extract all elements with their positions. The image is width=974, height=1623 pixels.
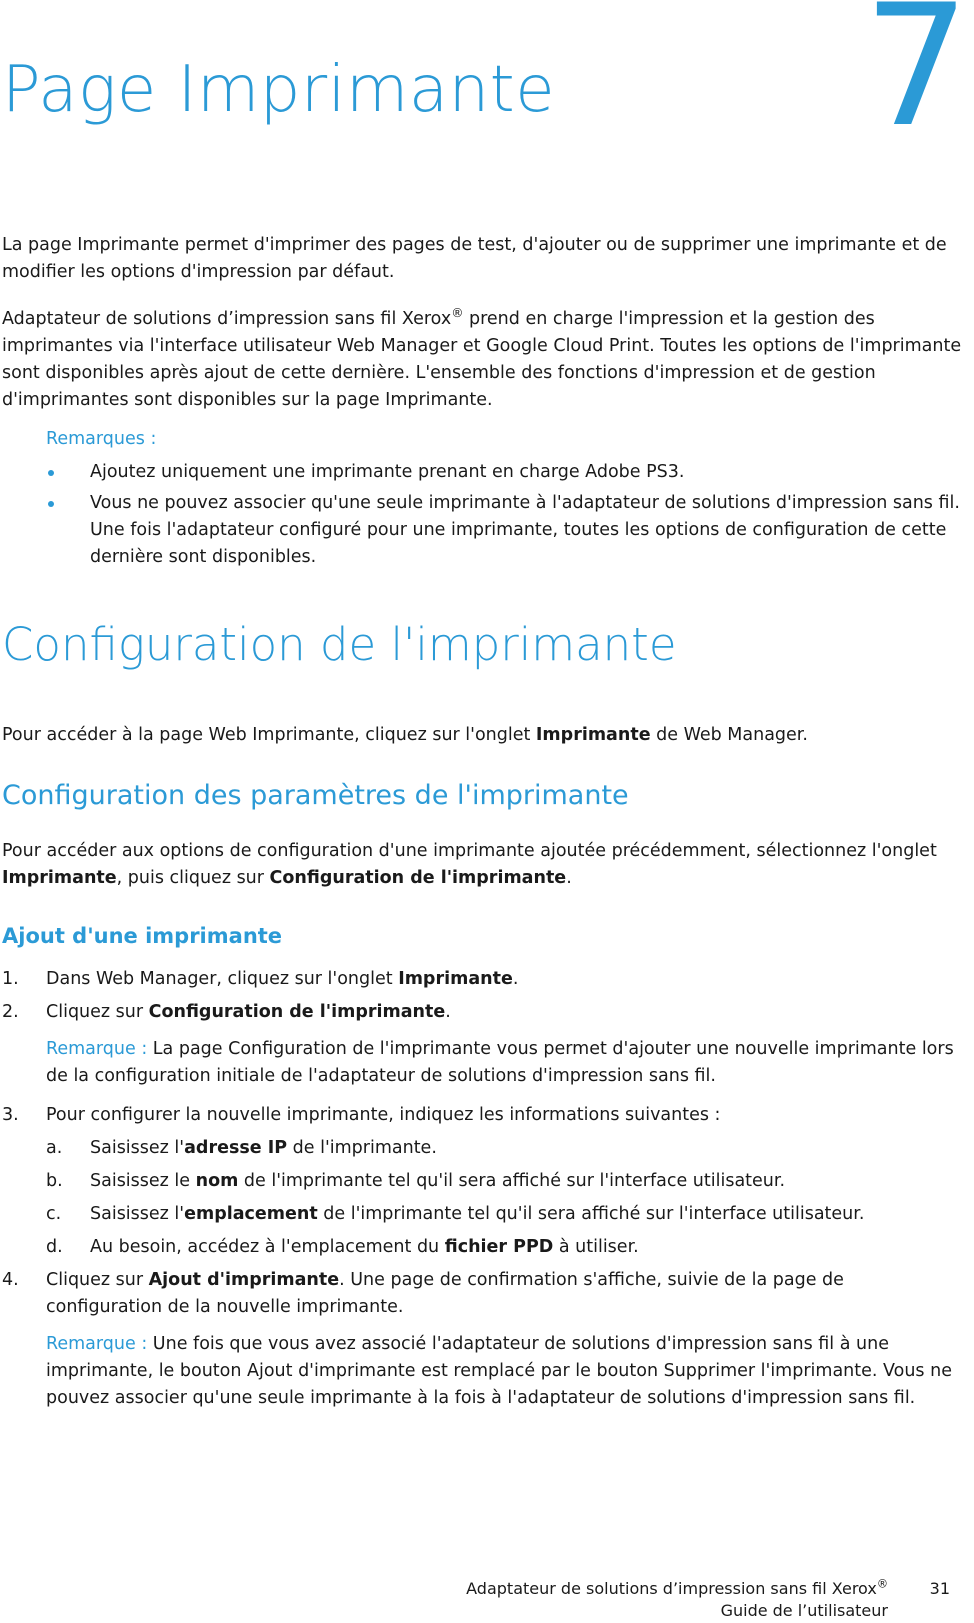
chapter-number: 7 [863, 0, 970, 164]
footer-product: Adaptateur de solutions d’impression sans fil Xerox® [466, 1577, 888, 1598]
notes-label: Remarques : [46, 429, 157, 449]
step-1: 1. Dans Web Manager, cliquez sur l'onglet Imprimante. [2, 969, 519, 989]
step-3: 3. Pour configurer la nouvelle imprimante, indiquez les informations suivantes : [2, 1105, 721, 1125]
sub-step-c: c. Saisissez l'emplacement de l'imprimante tel qu'il sera affiché sur l'interface utilisateur. [46, 1204, 865, 1224]
section-2-paragraph: Pour accéder aux options de configuration d'une imprimante ajoutée précédemment, sélectionnez l'onglet Imprimante, puis cliquez sur Configuration de l'imprimante. [2, 841, 937, 888]
step-4: 4. Cliquez sur Ajout d'imprimante. Une page de confirmation s'affiche, suivie de la page de configuration de la nouvelle imprimante. [2, 1270, 844, 1317]
steps-list [2, 966, 962, 1412]
bullet-icon [48, 501, 54, 507]
section-heading-printer-configuration: Configuration de l'imprimante [2, 618, 677, 671]
footer [466, 1578, 888, 1622]
intro-paragraph-1: La page Imprimante permet d'imprimer des pages de test, d'ajouter ou de supprimer une imprimante et de modifier les options d'impression par défaut. [2, 235, 947, 282]
section-heading-printer-settings: Configuration des paramètres de l'imprimante [2, 780, 629, 811]
section-1-paragraph: Pour accéder à la page Web Imprimante, cliquez sur l'onglet Imprimante de Web Manager. [2, 725, 808, 745]
list-item: Ajoutez uniquement une imprimante prenant en charge Adobe PS3. [2, 459, 962, 486]
bullet-icon [48, 470, 54, 476]
sub-step-d: d. Au besoin, accédez à l'emplacement du fichier PPD à utiliser. [46, 1237, 639, 1257]
footer-guide: Guide de l’utilisateur [720, 1601, 888, 1620]
page-number: 31 [929, 1579, 950, 1598]
intro-paragraph-2: Adaptateur de solutions d’impression sans fil Xerox® prend en charge l'impression et la gestion des imprimantes via l'interface utilisateur Web Manager et Google Cloud Print. Toutes les options de l'imprimante sont disponibles après ajout de cette dernière. L'ensemble des fonctions d'impression et de gestion d'imprimantes sont disponibles sur la page Imprimante. [2, 306, 962, 410]
note-2: Remarque : Une fois que vous avez associé l'adaptateur de solutions d'impression sans fil à une imprimante, le bouton Ajout d'imprimante est remplacé par le bouton Supprimer l'imprimante. Vous ne pouvez associer qu'une seule imprimante à la fois à l'adaptateur de solutions d'impression sans fil. [46, 1334, 952, 1408]
sub-step-b: b. Saisissez le nom de l'imprimante tel qu'il sera affiché sur l'interface utilisateur. [46, 1171, 786, 1191]
section-heading-add-printer: Ajout d'une imprimante [2, 924, 283, 948]
list-item: Vous ne pouvez associer qu'une seule imprimante à l'adaptateur de solutions d'impression sans fil. Une fois l'adaptateur configuré pour une imprimante, toutes les options de configuration de cette dernière sont disponibles. [2, 490, 962, 571]
note-1: Remarque : La page Configuration de l'imprimante vous permet d'ajouter une nouvelle imprimante lors de la configuration initiale de l'adaptateur de solutions d'impression sans fil. [46, 1039, 954, 1086]
notes-list [2, 459, 962, 571]
sub-step-a: a. Saisissez l'adresse IP de l'imprimante. [46, 1138, 437, 1158]
intro-section [2, 232, 962, 575]
step-2: 2. Cliquez sur Configuration de l'imprimante. [2, 1002, 451, 1022]
page-title: Page Imprimante [2, 53, 556, 127]
